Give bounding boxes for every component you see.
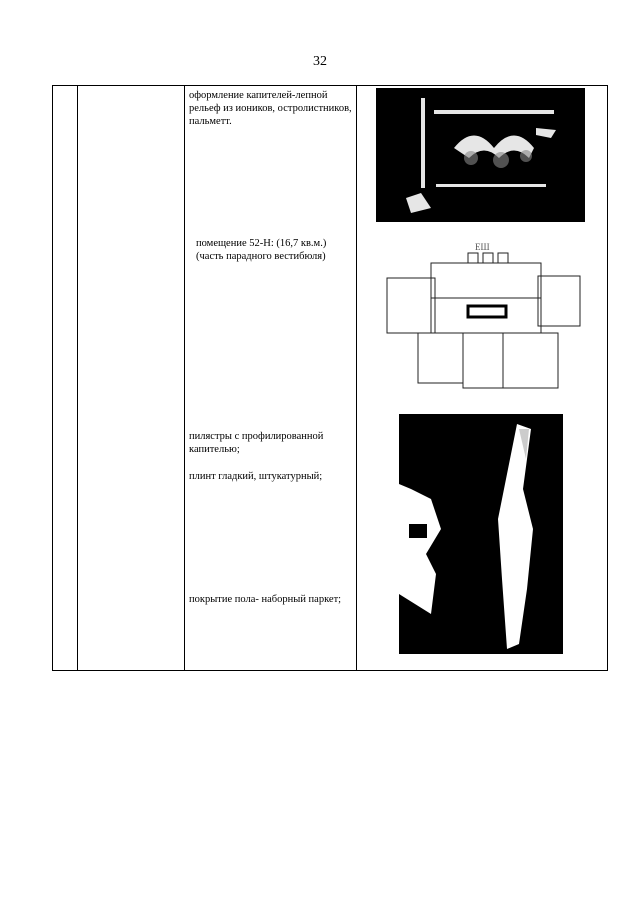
column-divider	[184, 86, 185, 670]
page-number: 32	[313, 54, 327, 69]
highlighted-room	[468, 306, 506, 317]
column-divider	[356, 86, 357, 670]
row-2-description: помещение 52-Н: (16,7 кв.м.) (часть парадного вестибюля)	[196, 238, 327, 262]
column-divider	[77, 86, 78, 670]
row-1-description: оформление капителей-лепной рельеф из иоников, остролистников, пальметт.	[189, 90, 352, 127]
row-3-description-2: плинт гладкий, штукатурный;	[189, 471, 323, 482]
row-3-description-1: пилястры с профилированной капителью;	[189, 431, 324, 455]
inventory-table	[52, 85, 608, 671]
pilaster-photo	[399, 414, 563, 654]
row-3-description-3: покрытие пола- наборный паркет;	[189, 594, 342, 605]
capital-photo	[376, 88, 585, 222]
plan-label: ЕШ	[475, 242, 490, 252]
floor-plan	[383, 238, 587, 394]
